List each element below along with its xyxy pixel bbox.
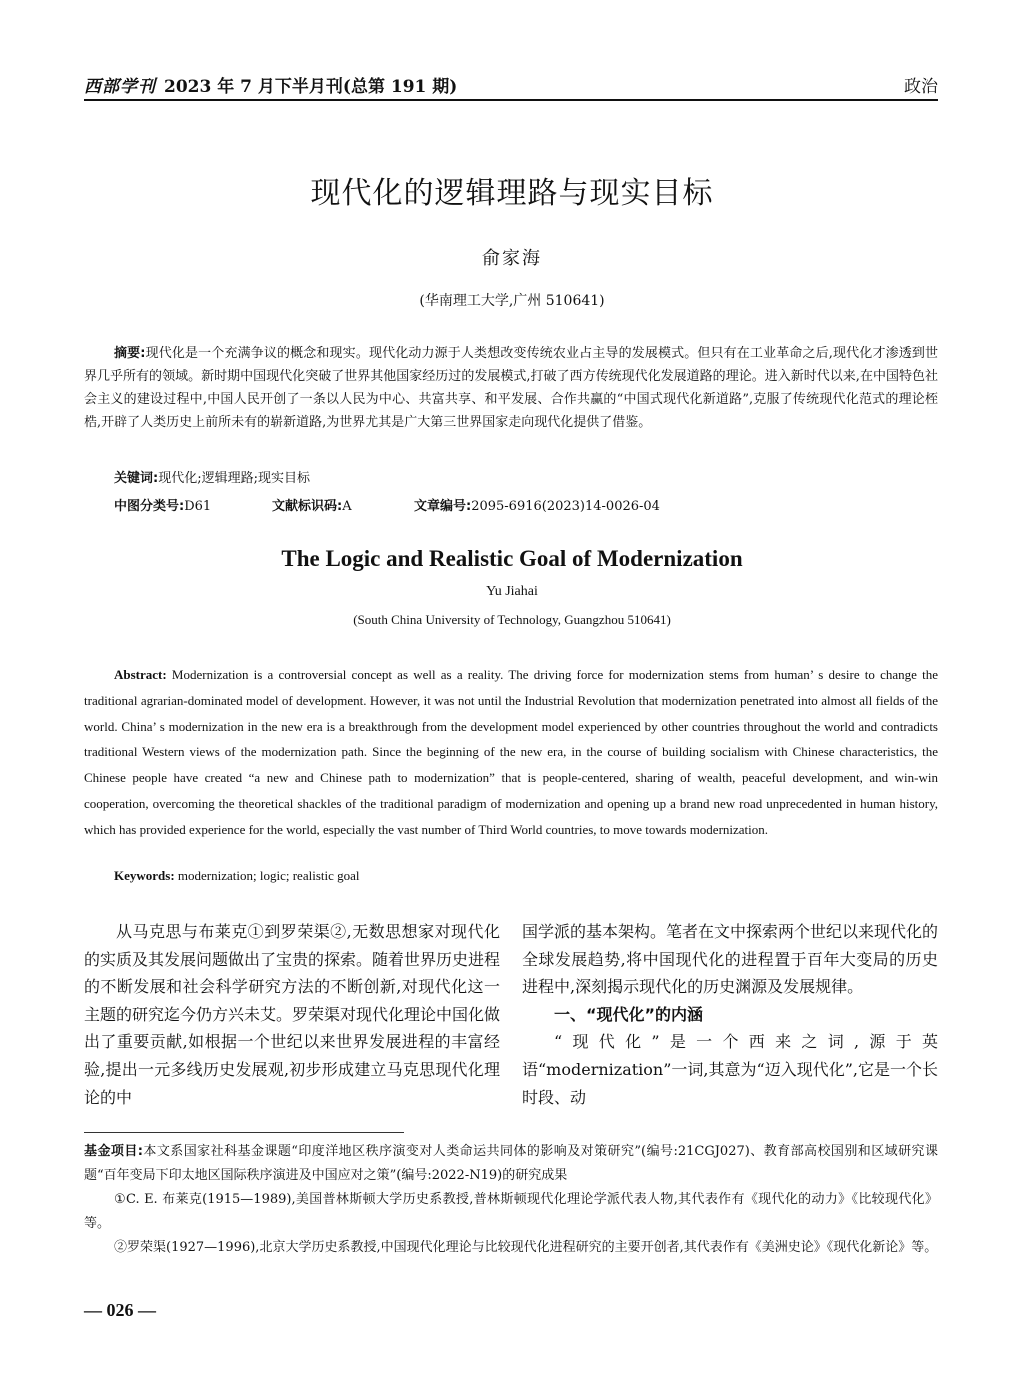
keywords-cn-text: 现代化;逻辑理路;现实目标 xyxy=(158,471,310,486)
footnote-2: ②罗荣渠(1927—1996),北京大学历史系教授,中国现代化理论与比较现代化进程研究的主要开创者,其代表作有《美洲史论》《现代化新论》等。 xyxy=(114,1240,938,1255)
article-no-value: 2095-6916(2023)14-0026-04 xyxy=(471,499,660,514)
fund-note xyxy=(84,1140,938,1188)
fund-text: 本文系国家社科基金课题“印度洋地区秩序演变对人类命运共同体的影响及对策研究”(编号:21CGJ027)、教育部高校国别和区域研究课题“百年变局下印太地区国际秩序演进及中国应对之策”(编号:2022-N19)的研究成果 xyxy=(84,1144,938,1183)
doc-code-value: A xyxy=(342,499,352,514)
fund-label: 基金项目: xyxy=(84,1144,143,1159)
footnote-1: ①C. E. 布莱克(1915—1989),美国普林斯顿大学历史系教授,普林斯顿现代化理论学派代表人物,其代表作有《现代化的动力》《比较现代化》等。 xyxy=(84,1192,938,1231)
footnote-rule xyxy=(84,1132,404,1133)
doc-code-label: 文献标识码: xyxy=(272,499,343,514)
keywords-en-label: Keywords: xyxy=(114,868,175,883)
keywords-en xyxy=(114,868,360,884)
affiliation-en: (South China University of Technology, Guangzhou 510641) xyxy=(353,612,671,627)
article-no-label: 文章编号: xyxy=(414,499,472,514)
body-column-right xyxy=(522,918,938,1111)
abstract-cn xyxy=(84,342,938,434)
affiliation-cn: (华南理工大学,广州 510641) xyxy=(419,293,605,309)
abstract-cn-text: 现代化是一个充满争议的概念和现实。现代化动力源于人类想改变传统农业占主导的发展模式。但只有在工业革命之后,现代化才渗透到世界几乎所有的领域。新时期中国现代化突破了世界其他国家经历过的发展模式,打破了西方传统现代化发展道路的理论。进入新时代以来,在中国特色社会主义的建设过程中,中国人民开创了一条以人民为中心、共富共享、和平发展、合作共赢的“中国式现代化新道路”,克服了传统现代化范式的理论桎梏,开辟了人类历史上前所未有的崭新道路,为世界尤其是广大第三世界国家走向现代化提供了借鉴。 xyxy=(84,346,938,430)
abstract-en-label: Abstract: xyxy=(114,667,167,682)
article-no-group xyxy=(414,495,660,514)
issue-info: 2023 年 7 月下半月刊(总第 191 期) xyxy=(164,77,458,97)
journal-logo: 西部学刊 xyxy=(84,77,156,97)
body-paragraph: 国学派的基本架构。笔者在文中探索两个世纪以来现代化的全球发展趋势,将中国现代化的进程置于百年大变局的历史进程中,深刻揭示现代化的历史渊源及发展规律。 xyxy=(522,922,939,997)
clc-group xyxy=(114,495,211,514)
abstract-en xyxy=(84,662,938,843)
footnotes xyxy=(84,1140,938,1260)
page-number: — 026 — xyxy=(84,1300,156,1320)
body-paragraph: 从马克思与布莱克①到罗荣渠②,无数思想家对现代化的实质及其发展问题做出了宝贵的探索。随着世界历史进程的不断发展和社会科学研究方法的不断创新,对现代化这一主题的研究迄今仍方兴未艾。罗荣渠对现代化理论中国化做出了重要贡献,如根据一个世纪以来世界发展进程的丰富经验,提出一元多线历史发展观,初步形成建立马克思现代化理论的中 xyxy=(84,922,501,1107)
doc-code-group xyxy=(272,495,352,514)
keywords-cn-label: 关键词: xyxy=(114,471,159,486)
section-heading: 一、“现代化”的内涵 xyxy=(554,1004,704,1024)
section-name: 政治 xyxy=(904,77,938,97)
article-title-cn: 现代化的逻辑理路与现实目标 xyxy=(310,176,714,211)
clc-label: 中图分类号: xyxy=(114,499,185,514)
classification-line xyxy=(114,495,938,515)
header-rule xyxy=(84,99,938,101)
keywords-cn xyxy=(114,467,310,486)
running-header xyxy=(84,70,938,98)
article-title-en: The Logic and Realistic Goal of Modernization xyxy=(281,546,743,571)
author-en: Yu Jiahai xyxy=(486,584,538,599)
abstract-cn-label: 摘要: xyxy=(114,346,146,361)
body-paragraph: “现代化”是一个西来之词,源于英语“modernization”一词,其意为“迈入现代化”,它是一个长时段、动 xyxy=(522,1032,938,1107)
author-cn: 俞家海 xyxy=(482,248,542,269)
clc-value: D61 xyxy=(184,499,212,514)
body-column-left xyxy=(84,918,500,1111)
keywords-en-text: modernization; logic; realistic goal xyxy=(177,868,360,883)
abstract-en-text: Modernization is a controversial concept as well as a reality. The driving force for modernization stems from human’ s desire to change the traditional agrarian-dominated model of development. However, it was not until the Industrial Revolution that modernization penetrated into almost all fields of the world. China’ s modernization in the new era is a breakthrough from the development model experienced by other countries throughout the world and contradicts traditional Western views of the modernization path. Since the beginning of the new era, in the course of building socialism with Chinese characteristics, the Chinese people have created “a new and Chinese path to modernization” that is people-centered, sharing of wealth, peaceful development, and win-win cooperation, overcoming the theoretical shackles of the traditional paradigm of modernization and opening up a brand new road unprecedented in human history, which has provided experience for the world, especially the vast number of Third World countries, to move towards modernization. xyxy=(84,667,938,837)
